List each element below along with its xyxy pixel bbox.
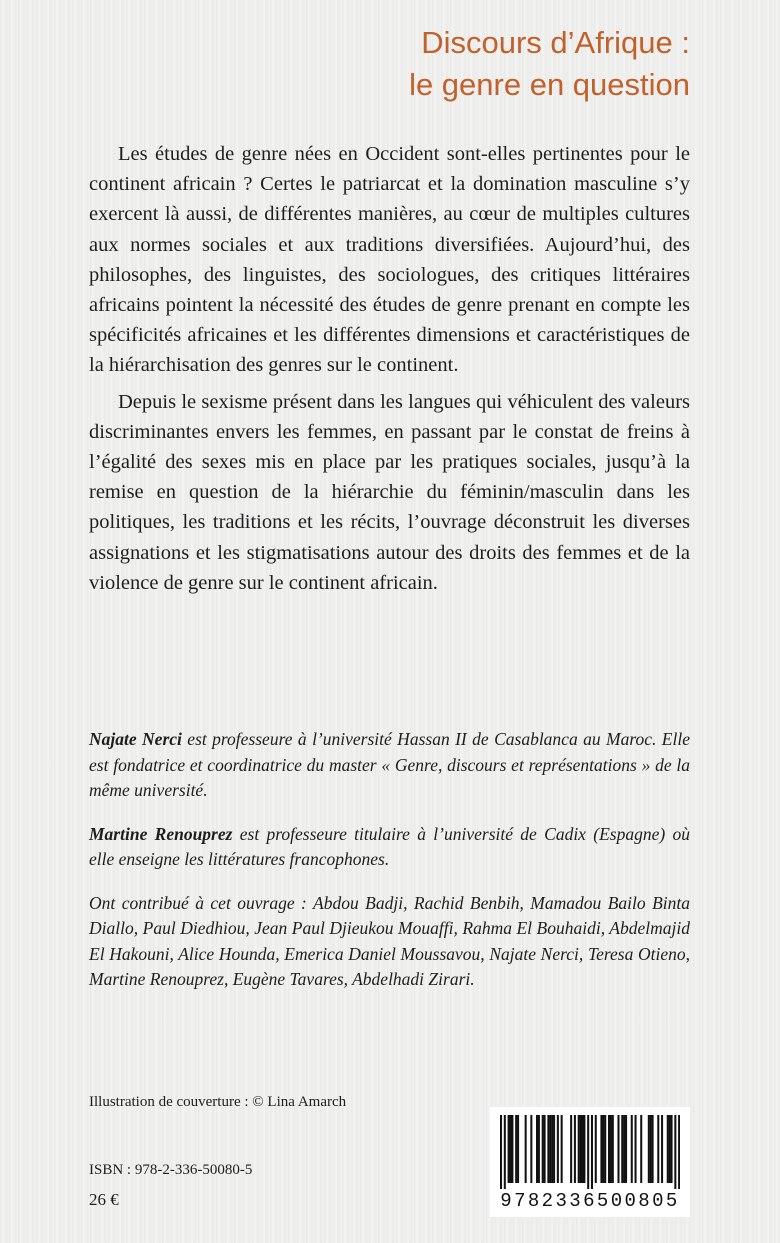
author-2-name: Martine Renouprez — [89, 823, 233, 844]
barcode-bar — [542, 1115, 544, 1183]
author-bio-1 — [89, 727, 690, 804]
barcode-bar — [504, 1115, 506, 1189]
title-line-2: le genre en question — [409, 67, 690, 102]
barcode-bar — [604, 1115, 606, 1183]
book-summary — [89, 139, 690, 604]
barcode-bar — [557, 1115, 559, 1183]
barcode-bar — [591, 1115, 593, 1189]
barcode-bar — [667, 1115, 669, 1183]
barcode-bar — [674, 1115, 676, 1189]
barcode-bar — [650, 1115, 652, 1183]
barcode-bar — [610, 1115, 612, 1183]
barcode-bar — [652, 1115, 654, 1183]
barcode-bar — [530, 1115, 532, 1183]
barcode-bar — [635, 1115, 637, 1183]
contributors-list: Ont contribué à cet ouvrage : Abdou Badji, Rachid Benbih, Mamadou Bailo Binta Diallo, Paul Diedhiou, Jean Paul Djieukou Mouaffi, Rahma El Bouhaidi, Abdelmajid El Hakouni, Alice Hounda, Emerica Daniel Moussavou, Najate Nerci, Teresa Otieno, Martine Renouprez, Eugène Tavares, Abdelhadi Zirari. — [89, 892, 690, 989]
author-2-text: est professeure titulaire à l’université de Cadix (Espagne) où elle enseigne les littératures francophones. — [89, 823, 690, 869]
barcode-bars — [500, 1115, 680, 1189]
barcode-bar — [623, 1115, 625, 1183]
barcode-bar — [583, 1115, 585, 1183]
barcode-bar — [640, 1115, 642, 1183]
barcode-bar — [587, 1115, 589, 1189]
barcode-bar — [595, 1115, 597, 1183]
isbn: ISBN : 978-2-336-50080-5 — [89, 1162, 253, 1178]
barcode-bar — [625, 1115, 627, 1183]
cover-credit: Illustration de couverture : © Lina Amarch — [89, 1094, 347, 1110]
barcode-bar — [553, 1115, 555, 1183]
barcode — [490, 1107, 690, 1217]
barcode-bar — [561, 1115, 563, 1183]
barcode-bar — [657, 1115, 659, 1183]
barcode-bar — [612, 1115, 614, 1183]
summary-paragraph-1: Les études de genre nées en Occident sont-elles pertinentes pour le continent africain ? Certes le patriarcat et la domination masculine s’y exercent là aussi, de différentes manières, au cœur de multiples cultures aux normes sociales et aux traditions diversifiées. Aujourd’hui, des philosophes, des linguistes, des sociologues, des critiques littéraires africains pointent la nécessité des études de genre prenant en compte les spécificités africaines et les différentes dimensions et caractéristiques de la hiérarchisation des genres sur le continent. — [89, 143, 690, 377]
barcode-bar — [602, 1115, 604, 1183]
barcode-bar — [570, 1115, 572, 1183]
title-line-1: Discours d’Afrique : — [421, 25, 690, 60]
barcode-bar — [536, 1115, 538, 1183]
price: 26 € — [89, 1190, 119, 1209]
barcode-bar — [671, 1115, 673, 1183]
barcode-bar — [547, 1115, 549, 1183]
barcode-bar — [580, 1115, 582, 1183]
barcode-bar — [617, 1115, 619, 1183]
barcode-bar — [509, 1115, 511, 1183]
barcode-bar — [525, 1115, 527, 1183]
author-bio-2 — [89, 822, 690, 873]
barcode-bar — [581, 1115, 583, 1183]
barcode-bar — [538, 1115, 540, 1183]
barcode-bar — [574, 1115, 576, 1183]
barcode-bar — [631, 1115, 633, 1183]
barcode-bar — [678, 1115, 680, 1189]
barcode-bar — [669, 1115, 671, 1183]
barcode-bar — [661, 1115, 663, 1183]
book-title — [409, 22, 690, 106]
barcode-bar — [600, 1115, 602, 1183]
author-1-name: Najate Nerci — [89, 729, 182, 749]
barcode-bar — [608, 1115, 610, 1183]
barcode-bar — [621, 1115, 623, 1183]
barcode-bar — [544, 1115, 546, 1183]
barcode-digits: 9782336500805 — [500, 1190, 680, 1212]
barcode-bar — [511, 1115, 513, 1183]
author-bios — [89, 727, 690, 1011]
summary-paragraph-2: Depuis le sexisme présent dans les langues qui véhiculent des valeurs discriminantes envers les femmes, en passant par le constat de freins à l’égalité des sexes mis en place par les pratiques sociales, jusqu’à la remise en question de la hiérarchie du féminin/masculin dans les politiques, les traditions et les récits, l’ouvrage déconstruit les diverses assignations et les stigmatisations autour des droits des femmes et de la violence de genre sur le continent africain. — [89, 390, 690, 594]
barcode-bar — [508, 1115, 510, 1183]
barcode-bar — [551, 1115, 553, 1183]
barcode-bar — [517, 1115, 519, 1183]
barcode-bar — [515, 1115, 517, 1183]
barcode-bar — [578, 1115, 580, 1183]
barcode-bar — [500, 1115, 502, 1189]
barcode-bar — [549, 1115, 551, 1183]
barcode-bar — [648, 1115, 650, 1183]
author-1-text: est professeure à l’université Hassan II de Casablanca au Maroc. Elle est fondatrice et coordinatrice du master « Genre, discours et représentations » de la même université. — [89, 729, 690, 800]
